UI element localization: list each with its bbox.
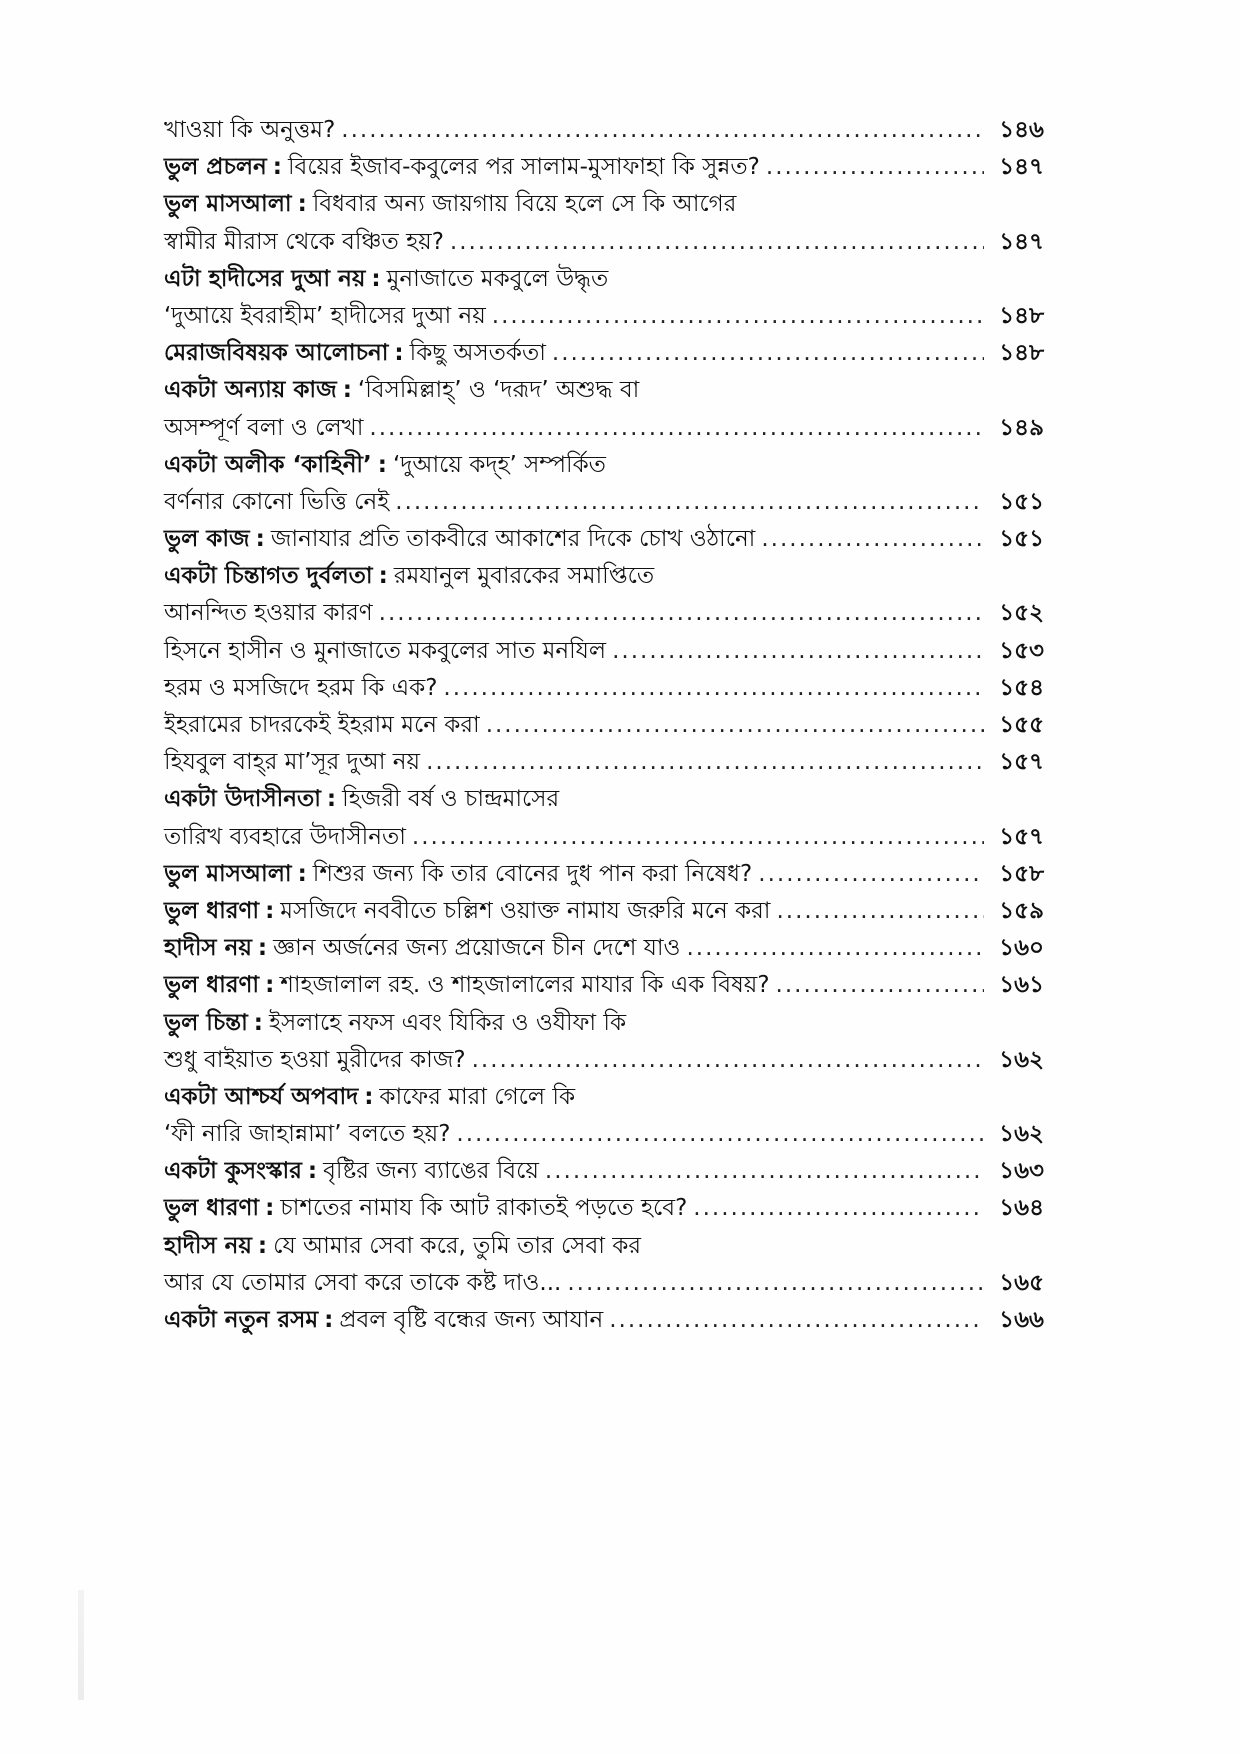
entry-separator: : [377,451,387,478]
entry-category-label: একটা আশ্চর্য অপবাদ [164,1083,359,1110]
entry-title: বৃষ্টির জন্য ব্যাঙের বিয়ে [323,1158,539,1185]
entry-separator: : [297,191,307,218]
entry-title: মসজিদে নববীতে চল্লিশ ওয়াক্ত নামায জরুরি মনে করা [280,897,771,924]
dot-leader [693,1190,984,1227]
page-number: ১৬৪ [999,1195,1044,1222]
dot-leader [472,1042,984,1079]
dot-leader [567,1265,984,1302]
entry-category-label: মেরাজবিষয়ক আলোচনা [164,340,389,367]
entry-title: চাশতের নামায কি আট রাকাতই পড়তে হবে? [280,1195,688,1222]
entry-separator: : [342,377,352,404]
entry-category-label: এটা হাদীসের দুআ নয় [164,265,366,292]
entry-title: জানাযার প্রতি তাকবীরে আকাশের দিকে চোখ ওঠানো [270,526,756,553]
dot-leader [612,633,984,670]
entry-category-label: ভুল ধারণা [164,972,260,999]
dot-leader [426,744,984,781]
toc-entry [164,484,1044,521]
entry-title: হরম ও মসজিদে হরম কি এক? [164,674,438,701]
toc-entry [164,1228,1044,1265]
entry-separator: : [265,972,275,999]
entry-title: প্রবল বৃষ্টি বন্ধের জন্য আযান [339,1307,604,1333]
entry-separator: : [253,1009,263,1036]
entry-category-label: একটা অন্যায় কাজ [164,377,337,404]
entry-title: ‘বিসমিল্লাহ্’ ও ‘দরূদ’ অশুদ্ধ বা [357,377,640,404]
entry-separator: : [371,265,381,292]
entry-category-label: ভুল মাসআলা [164,860,292,887]
toc-entry [164,447,1044,484]
toc-entry [164,781,1044,818]
scan-shadow [78,1590,84,1700]
dot-leader [545,1153,984,1190]
entry-separator: : [255,526,265,553]
entry-separator: : [394,340,404,367]
dot-leader [552,335,984,372]
entry-separator: : [378,563,388,590]
entry-title: তারিখ ব্যবহারে উদাসীনতা [164,823,406,850]
toc-entry [164,1042,1044,1079]
dot-leader [450,224,984,261]
page-number: ১৬৬ [999,1307,1044,1333]
dot-leader [456,1116,984,1153]
entry-title: আর যে তোমার সেবা করে তাকে কষ্ট দাও... [164,1269,562,1296]
entry-category-label: হাদীস নয় [164,1232,252,1259]
entry-category-label: একটা চিন্তাগত দুর্বলতা [164,563,373,590]
entry-separator: : [257,1232,268,1259]
entry-title: কাফের মারা গেলে কি [379,1083,576,1110]
page-number: ১৪৬ [999,117,1044,143]
page-number: ১৫৯ [999,897,1044,924]
entry-separator: : [257,935,268,962]
entry-separator: : [297,860,307,887]
dot-leader [776,893,984,930]
toc-entry [164,1005,1044,1042]
toc-entry [164,633,1044,670]
entry-title: স্বামীর মীরাস থেকে বঞ্চিত হয়? [164,228,444,255]
dot-leader [492,298,984,335]
toc-entry [164,1302,1044,1339]
page-number: ১৬৫ [999,1269,1044,1296]
page-number: ১৬১ [999,972,1044,999]
entry-title: ‘দুআয়ে ইবরাহীম’ হাদীসের দুআ নয় [164,302,486,329]
entry-title: ‘দুআয়ে কদ্হ’ সম্পর্কিত [392,451,606,478]
page-number: ১৪৮ [999,302,1044,329]
page-number: ১৪৭ [999,154,1044,181]
page-number: ১৬০ [999,935,1044,962]
entry-title: বর্ণনার কোনো ভিত্তি নেই [164,488,390,515]
toc-entry [164,967,1044,1004]
entry-title: ‘ফী নারি জাহান্নামা’ বলতে হয়? [164,1121,451,1148]
entry-category-label: ভুল চিন্তা [164,1009,248,1036]
toc-entry [164,595,1044,632]
page-number: ১৫৮ [999,860,1044,887]
entry-title: খাওয়া কি অনুত্তম? [164,117,336,143]
dot-leader [412,819,984,856]
page-number: ১৪৯ [999,414,1044,441]
dot-leader [761,521,984,558]
page-number: ১৬২ [999,1046,1044,1073]
entry-separator: : [272,154,282,181]
page-number: ১৫১ [999,488,1044,515]
toc-entry [164,521,1044,558]
dot-leader [486,707,984,744]
entry-title: যে আমার সেবা করে, তুমি তার সেবা কর [273,1232,642,1259]
toc-entry [164,1079,1044,1116]
page-number: ১৫২ [999,600,1044,627]
entry-separator: : [324,1307,334,1333]
dot-leader [766,149,984,186]
toc-entry [164,1116,1044,1153]
entry-category-label: ভুল ধারণা [164,897,260,924]
toc-entry [164,372,1044,409]
page-number: ১৫৩ [999,637,1044,664]
page-number: ১৫৭ [999,823,1044,850]
entry-title: ইসলাহে নফস এবং যিকির ও ওযীফা কি [269,1009,627,1036]
toc-entry [164,335,1044,372]
entry-title: জ্ঞান অর্জনের জন্য প্রয়োজনে চীন দেশে যাও [273,935,681,962]
toc-entry [164,1190,1044,1227]
entry-category-label: ভুল প্রচলন [164,154,267,181]
toc-entry [164,261,1044,298]
entry-category-label: ভুল কাজ [164,526,250,553]
entry-title: হিসনে হাসীন ও মুনাজাতে মকবুলের সাত মনযিল [164,637,607,664]
toc-entry [164,558,1044,595]
entry-title: মুনাজাতে মকবুলে উদ্ধৃত [386,265,609,292]
page-number: ১৫৭ [999,749,1044,776]
entry-title: হিযবুল বাহ্‌র মা’সূর দুআ নয় [164,749,421,776]
entry-title: কিছু অসতর্কতা [409,340,546,367]
table-of-contents [164,112,1044,1339]
dot-leader [395,484,984,521]
entry-category-label: হাদীস নয় [164,935,252,962]
toc-entry [164,819,1044,856]
entry-category-label: একটা কুসংস্কার [164,1158,302,1185]
entry-title: শিশুর জন্য কি তার বোনের দুধ পান করা নিষেধ? [312,860,753,887]
toc-entry [164,186,1044,223]
dot-leader [443,670,984,707]
toc-entry [164,670,1044,707]
toc-entry [164,1153,1044,1190]
entry-separator: : [265,1195,275,1222]
entry-title: ইহরামের চাদরকেই ইহরাম মনে করা [164,712,480,738]
dot-leader [758,856,984,893]
page-number: ১৪৮ [999,340,1044,367]
page-number: ১৫১ [999,526,1044,553]
page-number: ১৬৩ [999,1158,1044,1185]
toc-entry [164,893,1044,930]
toc-entry [164,744,1044,781]
toc-entry [164,707,1044,744]
toc-entry [164,856,1044,893]
entry-title: আনন্দিত হওয়ার কারণ [164,600,373,627]
dot-leader [369,410,984,447]
entry-title: রমযানুল মুবারকের সমাপ্তিতে [393,563,655,590]
page-number: ১৪৭ [999,228,1044,255]
entry-separator: : [326,786,337,813]
entry-separator: : [364,1083,374,1110]
toc-entry [164,930,1044,967]
dot-leader [776,967,984,1004]
page-number: ১৫৫ [999,712,1044,738]
toc-entry [164,224,1044,261]
entry-title: হিজরী বর্ষ ও চান্দ্রমাসের [342,786,560,813]
dot-leader [341,112,984,149]
entry-separator: : [265,897,275,924]
toc-entry [164,410,1044,447]
entry-category-label: একটা উদাসীনতা [164,786,321,813]
entry-title: বিধবার অন্য জায়গায় বিয়ে হলে সে কি আগের [312,191,737,218]
toc-entry [164,112,1044,149]
dot-leader [379,595,984,632]
toc-entry [164,1265,1044,1302]
entry-title: বিয়ের ইজাব-কবুলের পর সালাম-মুসাফাহা কি সুন্নত? [287,154,760,181]
entry-title: শাহজালাল রহ. ও শাহজালালের মাযার কি এক বিষয়? [280,972,770,999]
entry-separator: : [307,1158,318,1185]
toc-entry [164,298,1044,335]
page-number: ১৫৪ [999,674,1044,701]
toc-entry [164,149,1044,186]
entry-category-label: একটা নতুন রসম [164,1307,319,1333]
entry-category-label: ভুল ধারণা [164,1195,260,1222]
entry-category-label: একটা অলীক ‘কাহিনী’ [164,451,372,478]
entry-title: অসম্পূর্ণ বলা ও লেখা [164,414,364,441]
entry-category-label: ভুল মাসআলা [164,191,292,218]
entry-title: শুধু বাইয়াত হওয়া মুরীদের কাজ? [164,1046,466,1073]
dot-leader [687,930,985,967]
page-number: ১৬২ [999,1121,1044,1148]
dot-leader [609,1302,984,1339]
